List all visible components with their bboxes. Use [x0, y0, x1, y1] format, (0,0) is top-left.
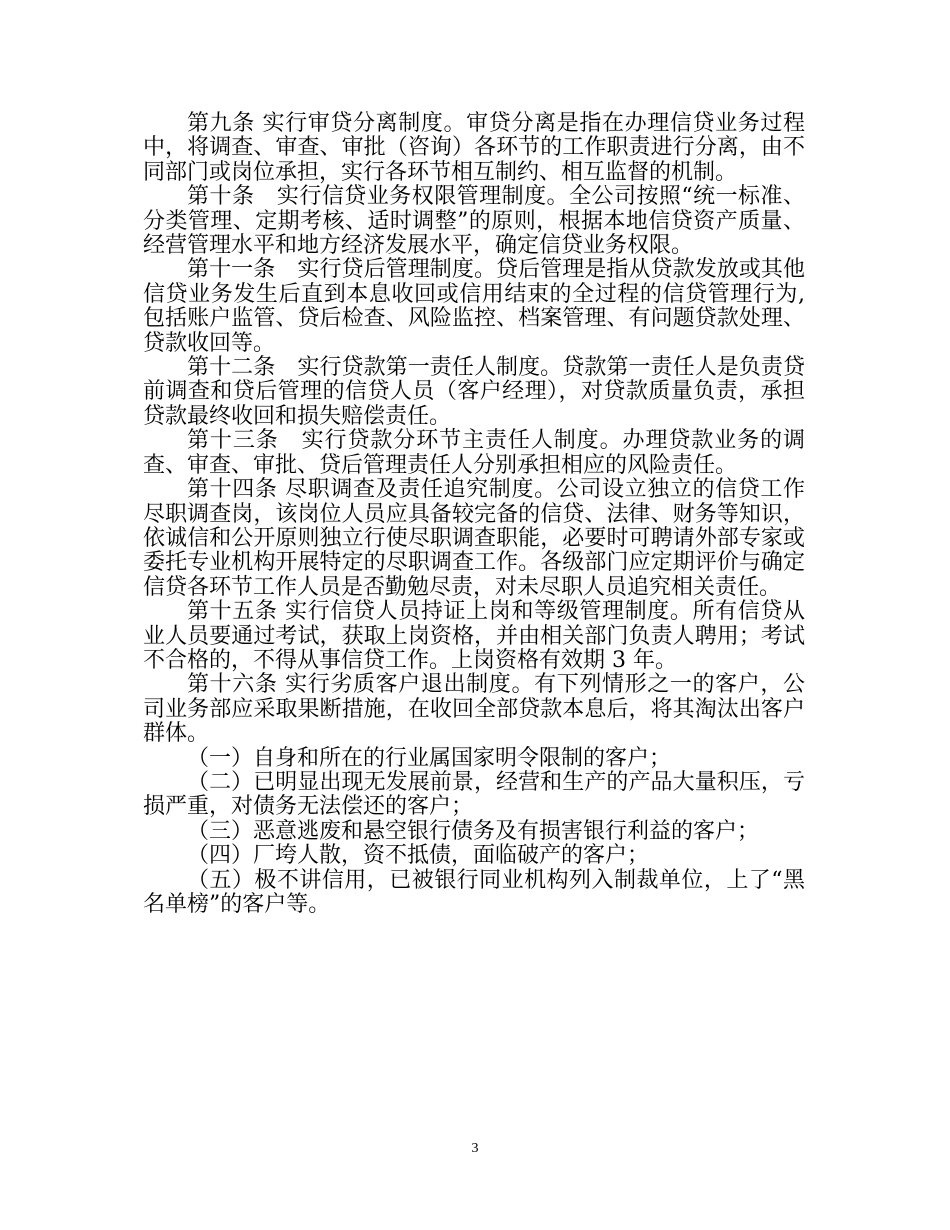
article-11-paragraph: 第十一条 实行贷后管理制度。贷后管理是指从贷款发放或其他信贷业务发生后直到本息收回或信用结束的全过程的信贷管理行为,包括账户监管、贷后检查、风险监控、档案管理、有问题贷款处理、贷款收回等。: [143, 257, 805, 356]
article-13-paragraph: 第十三条 实行贷款分环节主责任人制度。办理贷款业务的调查、审查、审批、贷后管理责任人分别承担相应的风险责任。: [143, 428, 805, 478]
document-body: [143, 112, 805, 917]
list-item-3: （三）恶意逃废和悬空银行债务及有损害银行利益的客户；: [187, 818, 760, 844]
page-number: 3: [471, 1141, 479, 1156]
article-16-paragraph: 第十六条 实行劣质客户退出制度。有下列情形之一的客户，公司业务部应采取果断措施，在收回全部贷款本息后，将其淘汰出客户群体。: [143, 672, 805, 747]
article-12-paragraph: 第十二条 实行贷款第一责任人制度。贷款第一责任人是负责贷前调查和贷后管理的信贷人员（客户经理），对贷款质量负责，承担贷款最终收回和损失赔偿责任。: [143, 355, 805, 429]
list-item-2: （二）已明显出现无发展前景，经营和生产的产品大量积压，亏损严重，对债务无法偿还的客户；: [143, 769, 805, 820]
article-9-paragraph: 第九条 实行审贷分离制度。审贷分离是指在办理信贷业务过程中，将调查、审查、审批（咨询）各环节的工作职责进行分离，由不同部门或岗位承担，实行各环节相互制约、相互监督的机制。: [143, 111, 805, 185]
list-item-1: （一）自身和所在的行业属国家明令限制的客户；: [187, 745, 672, 771]
list-item-4: （四）厂垮人散，资不抵债，面临破产的客户；: [187, 843, 650, 869]
article-10-paragraph: 第十条 实行信贷业务权限管理制度。全公司按照“统一标准、分类管理、定期考核、适时调整”的原则，根据本地信贷资产质量、经营管理水平和地方经济发展水平，确定信贷业务权限。: [143, 184, 805, 259]
list-item-5: （五）极不讲信用，已被银行同业机构列入制裁单位，上了“黑名单榜”的客户等。: [143, 867, 805, 917]
article-14-paragraph: 第十四条 尽职调查及责任追究制度。公司设立独立的信贷工作尽职调查岗，该岗位人员应具备较完备的信贷、法律、财务等知识，依诚信和公开原则独立行使尽职调查职能，必要时可聘请外部专家或委托专业机构开展特定的尽职调查工作。各级部门应定期评价与确定信贷各环节工作人员是否勤勉尽责，对未尽职人员追究相关责任。: [143, 477, 805, 600]
article-15-paragraph: 第十五条 实行信贷人员持证上岗和等级管理制度。所有信贷从业人员要通过考试，获取上岗资格，并由相关部门负责人聘用；考试不合格的，不得从事信贷工作。上岗资格有效期 3 年。: [143, 599, 805, 673]
